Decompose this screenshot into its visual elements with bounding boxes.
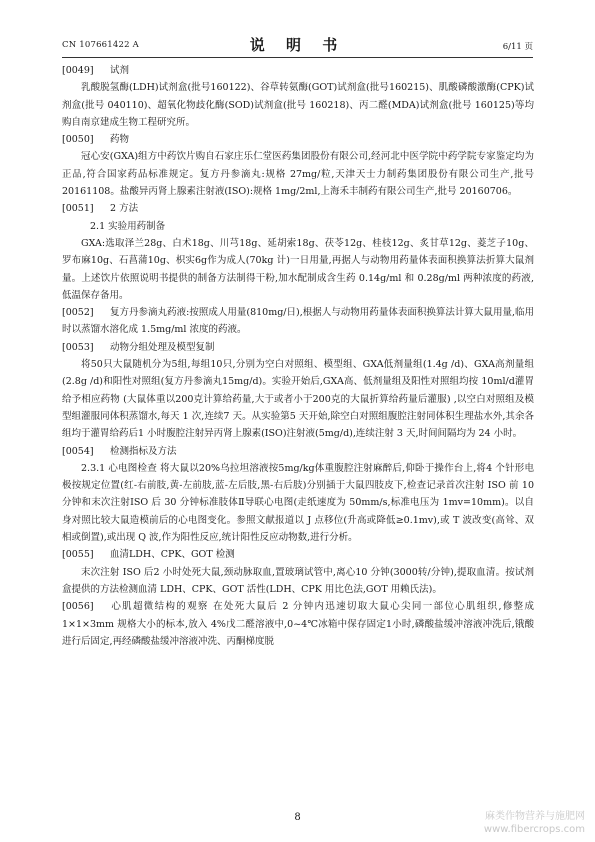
page-number: 8 xyxy=(294,812,301,823)
para-text: 动物分组处理及模型复制 xyxy=(110,341,215,353)
para-0054 xyxy=(62,443,534,460)
watermark-line-1: 麻类作物营养与施肥网 xyxy=(485,811,585,822)
para-0055 xyxy=(62,546,534,563)
para-tag: [0054] xyxy=(62,445,94,457)
para-heading: 2 方法 xyxy=(110,203,139,215)
para-tag: [0050] xyxy=(62,134,94,146)
para-tag: [0051] xyxy=(62,203,94,215)
para-tag: [0052] xyxy=(62,307,94,319)
document-title: 说 明 书 xyxy=(249,36,346,54)
watermark xyxy=(484,810,585,836)
gxa-preparation-text: GXA:选取泽兰28g、白术18g、川芎18g、延胡索18g、茯苓12g、桂枝12g、炙甘草12g、菱芝子10g、罗布麻10g、石菖蒲10g、枳实6g作为成人(70kg 计)一日用量,再据人与动物用药量体表面积换算法折算大鼠剂量。上述饮片依照说明书提供的制备方法制得干粉,加水配制成含生药 0.14g/ml 和 0.28g/ml 两种浓度的药液,低温保存备用。 xyxy=(62,237,534,301)
header-rule xyxy=(62,57,533,58)
para-text: 复方丹参滴丸药液:按照成人用量(810mg/日),根据人与动物用药量体表面积换算法计算大鼠用量,临用时以蒸馏水溶化成 1.5mg/ml 浓度的药液。 xyxy=(62,307,534,336)
para-0052 xyxy=(62,304,534,339)
para-0049-text: 乳酸脱氢酶(LDH)试剂盒(批号160122)、谷草转氨酶(GOT)试剂盒(批号160215)、肌酸磷酸激酶(CPK)试剂盒(批号 040110)、超氧化物歧化酶(SOD)试剂盒(批号 160218)、丙二醛(MDA)试剂盒(批号 160125)等均购自南京建成生物工程研究所。 xyxy=(62,82,534,128)
serum-text: 末次注射 ISO 后2 小时处死大鼠,颈动脉取血,置玻璃试管中,离心10 分钟(3000转/分钟),提取血清。按试剂盒提供的方法检测血清 LDH、CPK、GOT 活性(LDH、CPK 用比色法,GOT 用赖氏法)。 xyxy=(62,566,534,595)
para-heading: 试剂 xyxy=(110,65,130,76)
section-heading-2-1: 2.1 实验用药制备 xyxy=(90,220,166,232)
para-text: 检测指标及方法 xyxy=(110,445,177,457)
para-heading: 药物 xyxy=(110,134,130,146)
para-0051-head xyxy=(62,200,534,217)
grouping-text: 将50只大鼠随机分为5组,每组10只,分别为空白对照组、模型组、GXA低剂量组(1.4g /d)、GXA高剂量组(2.8g /d)和阳性对照组(复方丹参滴丸15mg/d)。实验开始后,GXA高、低剂量组及阳性对照组均按 10ml/d灌胃给予相应药物 (大鼠体重以200克计算给药量,大于或者小于200克的大鼠折算给药量后灌服) ,以空白对照组及模型组灌服同体积蒸馏水,每天 1 次,连续7 天。从实验第5 天开始,除空白对照组腹腔注射同体积生理盐水外,其余各组均于灌胃给药后1 小时腹腔注射异丙肾上腺素(ISO)注射液(5mg/d),连续注射 3 天,时间间隔均为 24 小时。 xyxy=(62,359,534,440)
page-indicator: 6/11 页 xyxy=(502,42,533,52)
patent-number: CN 107661422 A xyxy=(62,40,139,50)
para-tag: [0049] xyxy=(62,65,94,76)
para-0050-text: 冠心安(GXA)组方中药饮片购自石家庄乐仁堂医药集团股份有限公司,经河北中医学院中药学院专家鉴定均为正品,符合国家药品标准规定。复方丹参滴丸:规格 27mg/粒,天津天士力制药集团股份有限公司生产,批号 20161108。盐酸异丙肾上腺素注射液(ISO):规格 1mg/2ml,上海禾丰制药有限公司生产,批号 20160706。 xyxy=(62,151,534,198)
watermark-line-2: www.fibercrops.com xyxy=(483,824,585,835)
para-text: 心肌超微结构的观察 在处死大鼠后 2 分钟内迅速切取大鼠心尖同一部位心肌组织,修整成 1×1×3mm 规格大小的标本,放入 4%戊二醛溶液中,0~4℃冰箱中保存固定1小时,磷酸盐缓冲溶液冲洗后,锇酸进行后固定,再经磷酸盐缓冲溶液冲洗、丙酮梯度脱 xyxy=(62,601,534,647)
para-0053 xyxy=(62,339,534,356)
para-0049-head xyxy=(62,62,534,79)
para-tag: [0055] xyxy=(62,549,94,561)
para-0050-head xyxy=(62,131,534,148)
para-tag: [0056] xyxy=(62,601,94,613)
para-0056 xyxy=(62,598,534,650)
ecg-text: 2.3.1 心电图检查 将大鼠以20%乌拉坦溶液按5mg/kg体重腹腔注射麻醉后,仰卧于操作台上,将4 个针形电极按规定位置(红-右前肢,黄-左前肢,蓝-左后肢,黑-右后肢)分别插于大鼠四肢皮下,检查记录首次注射 ISO 前 10 分钟和末次注射ISO 后 30 分钟标准肢体Ⅱ导联心电图(走纸速度为 50mm/s,标准电压为 1mv=10mm)。以自身对照比较大鼠造模前后的心电图变化。参照文献报道以 J 点移位(升高或降低≥0.1mv),或 T 波改变(高耸、双相或倒置),或出现 Q 波,作为阳性反应,统计阳性反应动物数,进行分析。 xyxy=(62,462,534,544)
para-tag: [0053] xyxy=(62,341,94,353)
para-text: 血清LDH、CPK、GOT 检测 xyxy=(110,549,235,561)
page-header xyxy=(62,34,533,56)
document-body xyxy=(62,62,534,650)
